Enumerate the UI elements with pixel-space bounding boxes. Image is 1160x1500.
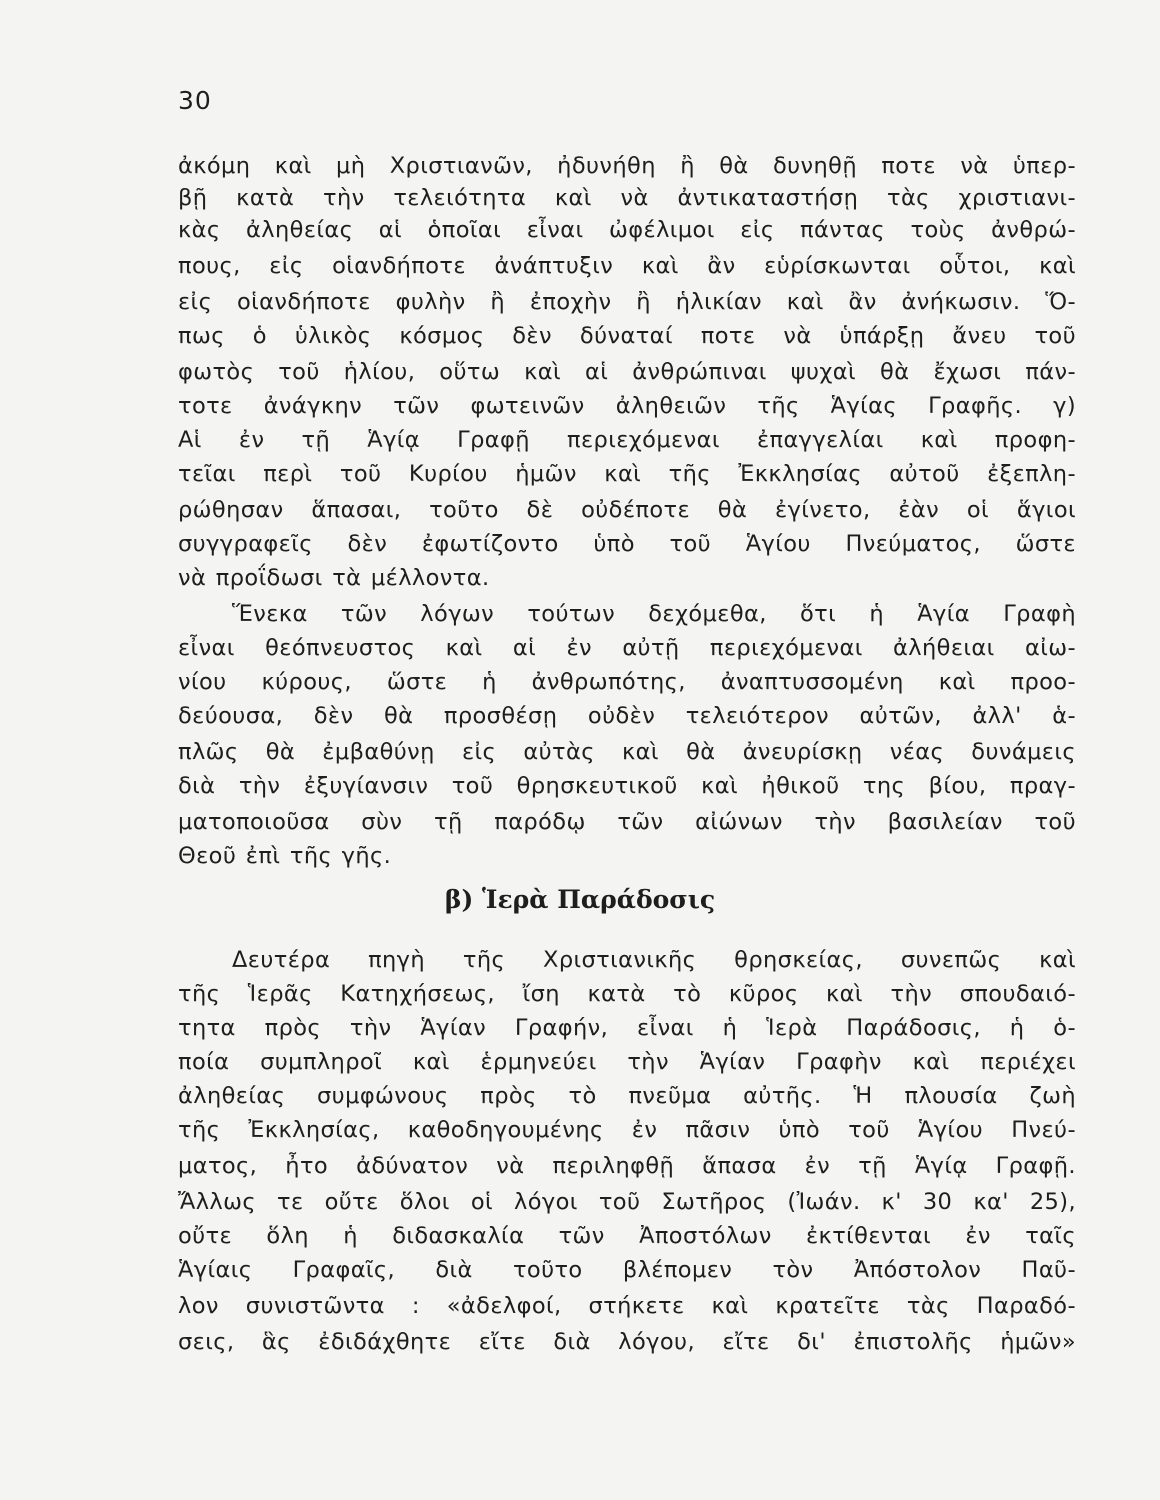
section-heading: β) Ἱερὰ Παράδοσις	[444, 885, 716, 914]
text-line: διὰ τὴν ἐξυγίανσιν τοῦ θρησκευτικοῦ καὶ ἠθικοῦ της βίου, πραγ-	[178, 773, 1076, 799]
text-line: Δευτέρα πηγὴ τῆς Χριστιανικῆς θρησκείας, συνεπῶς καὶ	[232, 947, 1076, 973]
text-line: Θεοῦ ἐπὶ τῆς γῆς.	[178, 843, 392, 869]
page-number: 30	[178, 86, 212, 115]
text-line: εἶναι θεόπνευστος καὶ αἱ ἐν αὐτῇ περιεχόμεναι ἀλήθειαι αἰω-	[178, 635, 1076, 661]
text-line: λον συνιστῶντα : «ἀδελφοί, στήκετε καὶ κρατεῖτε τὰς Παραδό-	[178, 1293, 1076, 1319]
text-line: νίου κύρους, ὥστε ἡ ἀνθρωπότης, ἀναπτυσσομένη καὶ προο-	[178, 669, 1076, 695]
text-line: ρώθησαν ἅπασαι, τοῦτο δὲ οὐδέποτε θὰ ἐγίνετο, ἐὰν οἱ ἅγιοι	[178, 497, 1076, 523]
text-line: ματος, ἦτο ἀδύνατον νὰ περιληφθῇ ἅπασα ἐν τῇ Ἁγίᾳ Γραφῇ.	[178, 1153, 1076, 1179]
text-line: εἰς οἱανδήποτε φυλὴν ἢ ἐποχὴν ἢ ἡλικίαν καὶ ἂν ἀνήκωσιν. Ὅ-	[178, 289, 1076, 315]
text-line: Ἄλλως τε οὔτε ὅλοι οἱ λόγοι τοῦ Σωτῆρος (Ἰωάν. κ' 30 κα' 25),	[178, 1189, 1076, 1215]
text-line: δεύουσα, δὲν θὰ προσθέσῃ οὐδὲν τελειότερον αὐτῶν, ἀλλ' ἁ-	[178, 703, 1076, 729]
text-line: τῆς Ἱερᾶς Κατηχήσεως, ἴση κατὰ τὸ κῦρος καὶ τὴν σπουδαιό-	[178, 981, 1076, 1007]
text-line: τοτε ἀνάγκην τῶν φωτεινῶν ἀληθειῶν τῆς Ἁγίας Γραφῆς. γ)	[178, 393, 1076, 419]
text-line: ματοποιοῦσα σὺν τῇ παρόδῳ τῶν αἰώνων τὴν βασιλείαν τοῦ	[178, 809, 1076, 835]
text-line: πους, εἰς οἱανδήποτε ἀνάπτυξιν καὶ ἂν εὑρίσκωνται οὗτοι, καὶ	[178, 253, 1076, 279]
text-line: ἀκόμη καὶ μὴ Χριστιανῶν, ἠδυνήθη ἢ θὰ δυνηθῇ ποτε νὰ ὑπερ-	[178, 153, 1076, 179]
text-line: Αἱ ἐν τῇ Ἁγίᾳ Γραφῇ περιεχόμεναι ἐπαγγελίαι καὶ προφη-	[178, 427, 1076, 453]
text-line: βῇ κατὰ τὴν τελειότητα καὶ νὰ ἀντικαταστήσῃ τὰς χριστιανι-	[178, 185, 1076, 211]
text-line: συγγραφεῖς δὲν ἐφωτίζοντο ὑπὸ τοῦ Ἁγίου Πνεύματος, ὥστε	[178, 531, 1076, 557]
text-line: τῆς Ἐκκλησίας, καθοδηγουμένης ἐν πᾶσιν ὑπὸ τοῦ Ἁγίου Πνεύ-	[178, 1117, 1076, 1143]
text-line: οὔτε ὅλη ἡ διδασκαλία τῶν Ἀποστόλων ἐκτίθενται ἐν ταῖς	[178, 1223, 1076, 1249]
text-line: τητα πρὸς τὴν Ἁγίαν Γραφήν, εἶναι ἡ Ἱερὰ Παράδοσις, ἡ ὁ-	[178, 1015, 1076, 1041]
text-line: τεῖαι περὶ τοῦ Κυρίου ἡμῶν καὶ τῆς Ἐκκλησίας αὐτοῦ ἐξεπλη-	[178, 461, 1076, 487]
text-line: κὰς ἀληθείας αἱ ὁποῖαι εἶναι ὠφέλιμοι εἰς πάντας τοὺς ἀνθρώ-	[178, 217, 1076, 243]
text-line: ποία συμπληροῖ καὶ ἑρμηνεύει τὴν Ἁγίαν Γραφὴν καὶ περιέχει	[178, 1049, 1076, 1075]
text-line: Ἁγίαις Γραφαῖς, διὰ τοῦτο βλέπομεν τὸν Ἀπόστολον Παῦ-	[178, 1257, 1076, 1283]
text-line: ἀληθείας συμφώνους πρὸς τὸ πνεῦμα αὐτῆς. Ἡ πλουσία ζωὴ	[178, 1083, 1076, 1109]
text-line: πως ὁ ὑλικὸς κόσμος δὲν δύναταί ποτε νὰ ὑπάρξῃ ἄνευ τοῦ	[178, 323, 1076, 349]
text-line: πλῶς θὰ ἐμβαθύνῃ εἰς αὐτὰς καὶ θὰ ἀνευρίσκῃ νέας δυνάμεις	[178, 739, 1076, 765]
text-line: φωτὸς τοῦ ἡλίου, οὕτω καὶ αἱ ἀνθρώπιναι ψυχαὶ θὰ ἔχωσι πάν-	[178, 359, 1076, 385]
text-line: Ἕνεκα τῶν λόγων τούτων δεχόμεθα, ὅτι ἡ Ἁγία Γραφὴ	[232, 601, 1076, 627]
text-line: σεις, ἃς ἐδιδάχθητε εἴτε διὰ λόγου, εἴτε δι' ἐπιστολῆς ἡμῶν»	[178, 1329, 1076, 1355]
text-line: νὰ προΐδωσι τὰ μέλλοντα.	[178, 565, 490, 591]
